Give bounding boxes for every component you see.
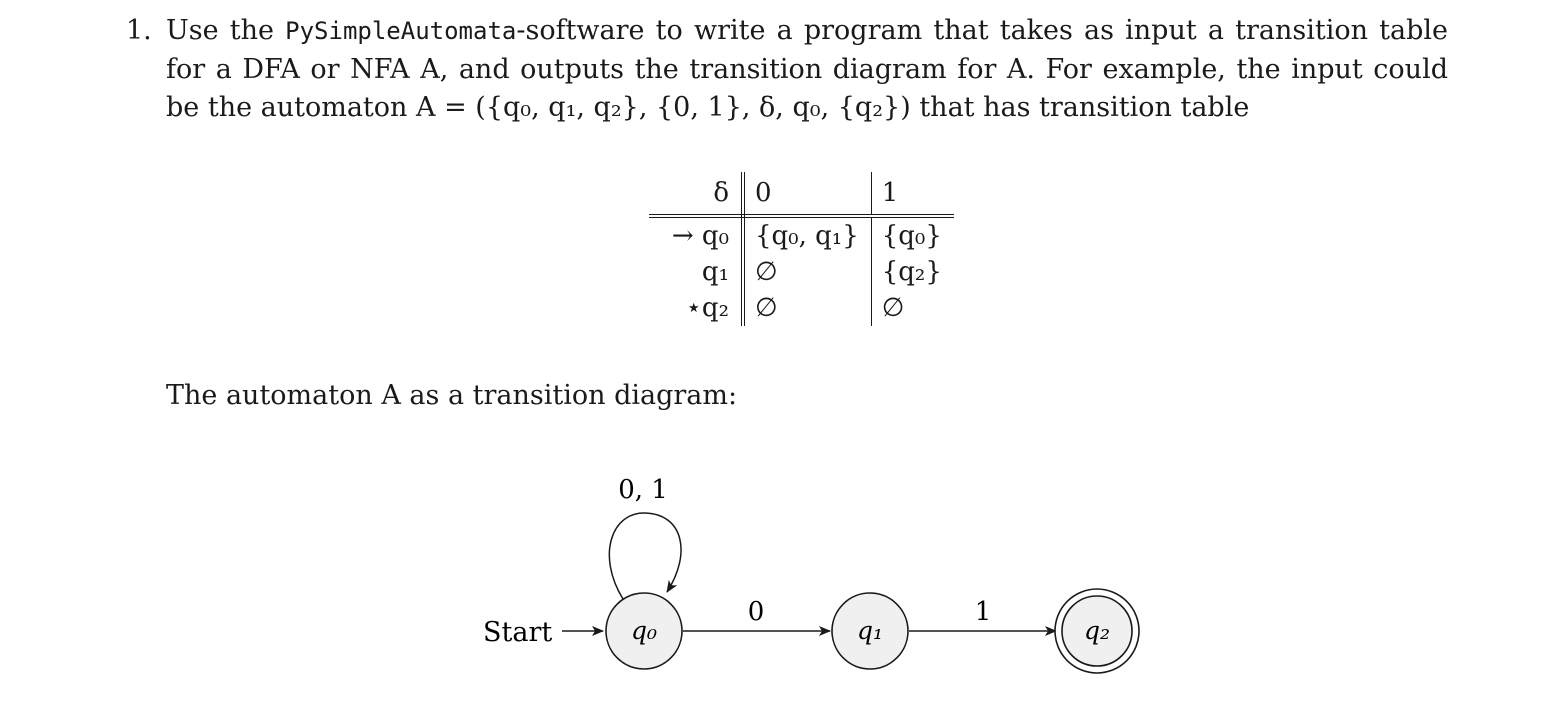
problem-line-1 bbox=[166, 12, 1448, 51]
table-cell-on0: ∅ bbox=[743, 290, 871, 326]
table-header-0: 0 bbox=[743, 172, 871, 216]
problem-line-3: be the automaton A = ({q₀, q₁, q₂}, {0, 1}, δ, q₀, {q₂}) that has transition table bbox=[166, 92, 1250, 123]
state-q2-label: q₂ bbox=[1083, 616, 1111, 645]
table-header-row bbox=[649, 172, 954, 216]
state-q0-label: q₀ bbox=[630, 616, 658, 645]
edge-q1-q2-label: 1 bbox=[974, 597, 992, 627]
table-header-1: 1 bbox=[871, 172, 954, 216]
table-cell-on1: ∅ bbox=[881, 293, 905, 323]
table-state-cell: q₁ bbox=[649, 254, 743, 290]
table-cell-on0: {q₀, q₁} bbox=[743, 216, 871, 254]
table-cell-on1: {q₂} bbox=[881, 257, 942, 287]
line1-pre: Use the bbox=[166, 15, 274, 46]
line1-post: -software to write a program that takes as input a transition table bbox=[516, 15, 1449, 46]
table-header-delta: δ bbox=[649, 172, 743, 216]
diagram-intro-text: The automaton A as a transition diagram: bbox=[166, 380, 738, 411]
transition-table bbox=[649, 172, 954, 326]
self-loop-q0 bbox=[609, 513, 681, 599]
table-row bbox=[649, 216, 954, 254]
transition-diagram bbox=[0, 460, 1552, 700]
table-cell-on1: {q₀} bbox=[881, 221, 942, 251]
problem-number: 1. bbox=[126, 15, 152, 46]
table-cell-on0: ∅ bbox=[743, 254, 871, 290]
self-loop-label: 0, 1 bbox=[618, 475, 668, 505]
table-state-cell: ⋆q₂ bbox=[649, 290, 743, 326]
software-name: PySimpleAutomata bbox=[285, 17, 517, 45]
state-q1-label: q₁ bbox=[856, 616, 884, 645]
table-row bbox=[649, 254, 954, 290]
start-label: Start bbox=[483, 617, 553, 648]
problem-line-2: for a DFA or NFA A, and outputs the transition diagram for A. For example, the input could bbox=[166, 53, 1448, 85]
edge-q0-q1-label: 0 bbox=[747, 597, 765, 627]
table-row bbox=[649, 290, 954, 326]
table-state-cell: → q₀ bbox=[649, 216, 743, 254]
